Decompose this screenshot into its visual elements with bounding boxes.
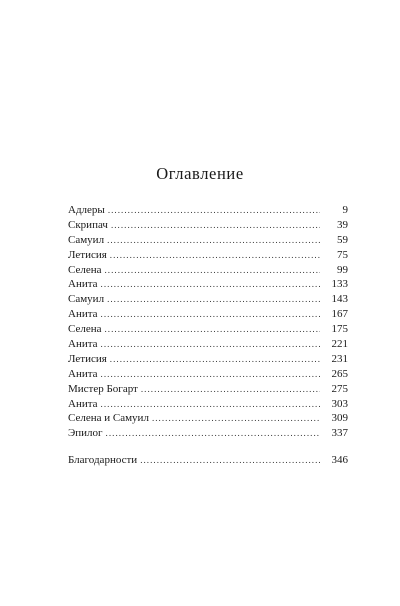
toc-entry-label: Адлеры bbox=[68, 204, 105, 216]
toc-entry-label: Анита bbox=[68, 367, 98, 380]
toc-entry[interactable] bbox=[68, 322, 348, 337]
toc-entry-label: Благодарности bbox=[68, 454, 138, 466]
toc-entry-page: 231 bbox=[331, 352, 348, 365]
toc-entry-page: 167 bbox=[331, 308, 348, 321]
toc-entry[interactable] bbox=[68, 277, 348, 292]
dot-leader bbox=[105, 322, 321, 337]
page-title: Оглавление bbox=[156, 164, 244, 183]
toc-entry-page: 337 bbox=[331, 427, 348, 440]
dot-leader bbox=[101, 307, 320, 322]
toc-entry-label: Летисия bbox=[68, 352, 107, 365]
dot-leader bbox=[107, 292, 320, 307]
toc-entry-page: 99 bbox=[337, 263, 348, 276]
toc-entry-page: 75 bbox=[337, 248, 348, 261]
toc-entry[interactable] bbox=[68, 367, 348, 382]
dot-leader bbox=[105, 263, 321, 278]
toc-entry-page: 346 bbox=[331, 454, 348, 466]
dot-leader bbox=[101, 277, 320, 292]
toc-afterword-list bbox=[68, 453, 348, 468]
toc-entry-label: Эпилог bbox=[68, 427, 103, 440]
toc-entry[interactable] bbox=[68, 411, 348, 426]
toc-entry[interactable] bbox=[68, 292, 348, 307]
toc-entry-page: 309 bbox=[331, 412, 348, 425]
toc-entry-page: 9 bbox=[342, 204, 348, 216]
toc-entry[interactable] bbox=[68, 218, 348, 233]
toc-list bbox=[68, 203, 348, 441]
toc-entry-page: 275 bbox=[331, 382, 348, 395]
toc-entry[interactable] bbox=[68, 307, 348, 322]
toc-entry[interactable] bbox=[68, 203, 348, 218]
toc-entry-page: 303 bbox=[331, 397, 348, 410]
dot-leader bbox=[140, 453, 320, 468]
dot-leader bbox=[101, 367, 320, 382]
toc-entry-label: Анита bbox=[68, 308, 98, 321]
toc-entry-label: Самуил bbox=[68, 233, 105, 246]
toc-entry-page: 175 bbox=[331, 323, 348, 336]
dot-leader bbox=[101, 337, 320, 352]
dot-leader bbox=[110, 248, 320, 263]
toc-entry-label: Анита bbox=[68, 397, 98, 410]
toc-entry-page: 265 bbox=[331, 367, 348, 380]
dot-leader bbox=[141, 382, 320, 397]
toc-entry-label: Летисия bbox=[68, 248, 107, 261]
toc-entry-page: 143 bbox=[331, 293, 348, 306]
toc-entry[interactable] bbox=[68, 382, 348, 397]
toc-entry[interactable] bbox=[68, 263, 348, 278]
toc-entry-label: Селена bbox=[68, 323, 102, 336]
toc-entry-label: Селена bbox=[68, 263, 102, 276]
dot-leader bbox=[108, 203, 320, 218]
toc-entry-label: Анита bbox=[68, 278, 98, 291]
toc-entry-label: Селена и Самуил bbox=[68, 412, 149, 425]
toc-entry-label: Скрипач bbox=[68, 218, 108, 231]
toc-entry-page: 59 bbox=[337, 233, 348, 246]
toc-entry[interactable] bbox=[68, 426, 348, 441]
toc-entry[interactable] bbox=[68, 397, 348, 412]
toc-entry-page: 221 bbox=[331, 338, 348, 351]
toc-entry-label: Анита bbox=[68, 338, 98, 351]
toc-entry-afterword[interactable] bbox=[68, 453, 348, 468]
dot-leader bbox=[152, 411, 320, 426]
dot-leader bbox=[110, 352, 320, 367]
dot-leader bbox=[106, 426, 320, 441]
toc-entry[interactable] bbox=[68, 248, 348, 263]
toc-entry-label: Самуил bbox=[68, 293, 105, 306]
dot-leader bbox=[101, 397, 320, 412]
toc-entry-label: Мистер Богарт bbox=[68, 382, 138, 395]
toc-entry[interactable] bbox=[68, 352, 348, 367]
toc-entry[interactable] bbox=[68, 337, 348, 352]
toc-entry[interactable] bbox=[68, 233, 348, 248]
dot-leader bbox=[107, 233, 320, 248]
toc-entry-page: 133 bbox=[331, 278, 348, 291]
dot-leader bbox=[111, 218, 320, 233]
toc-entry-page: 39 bbox=[337, 218, 348, 231]
